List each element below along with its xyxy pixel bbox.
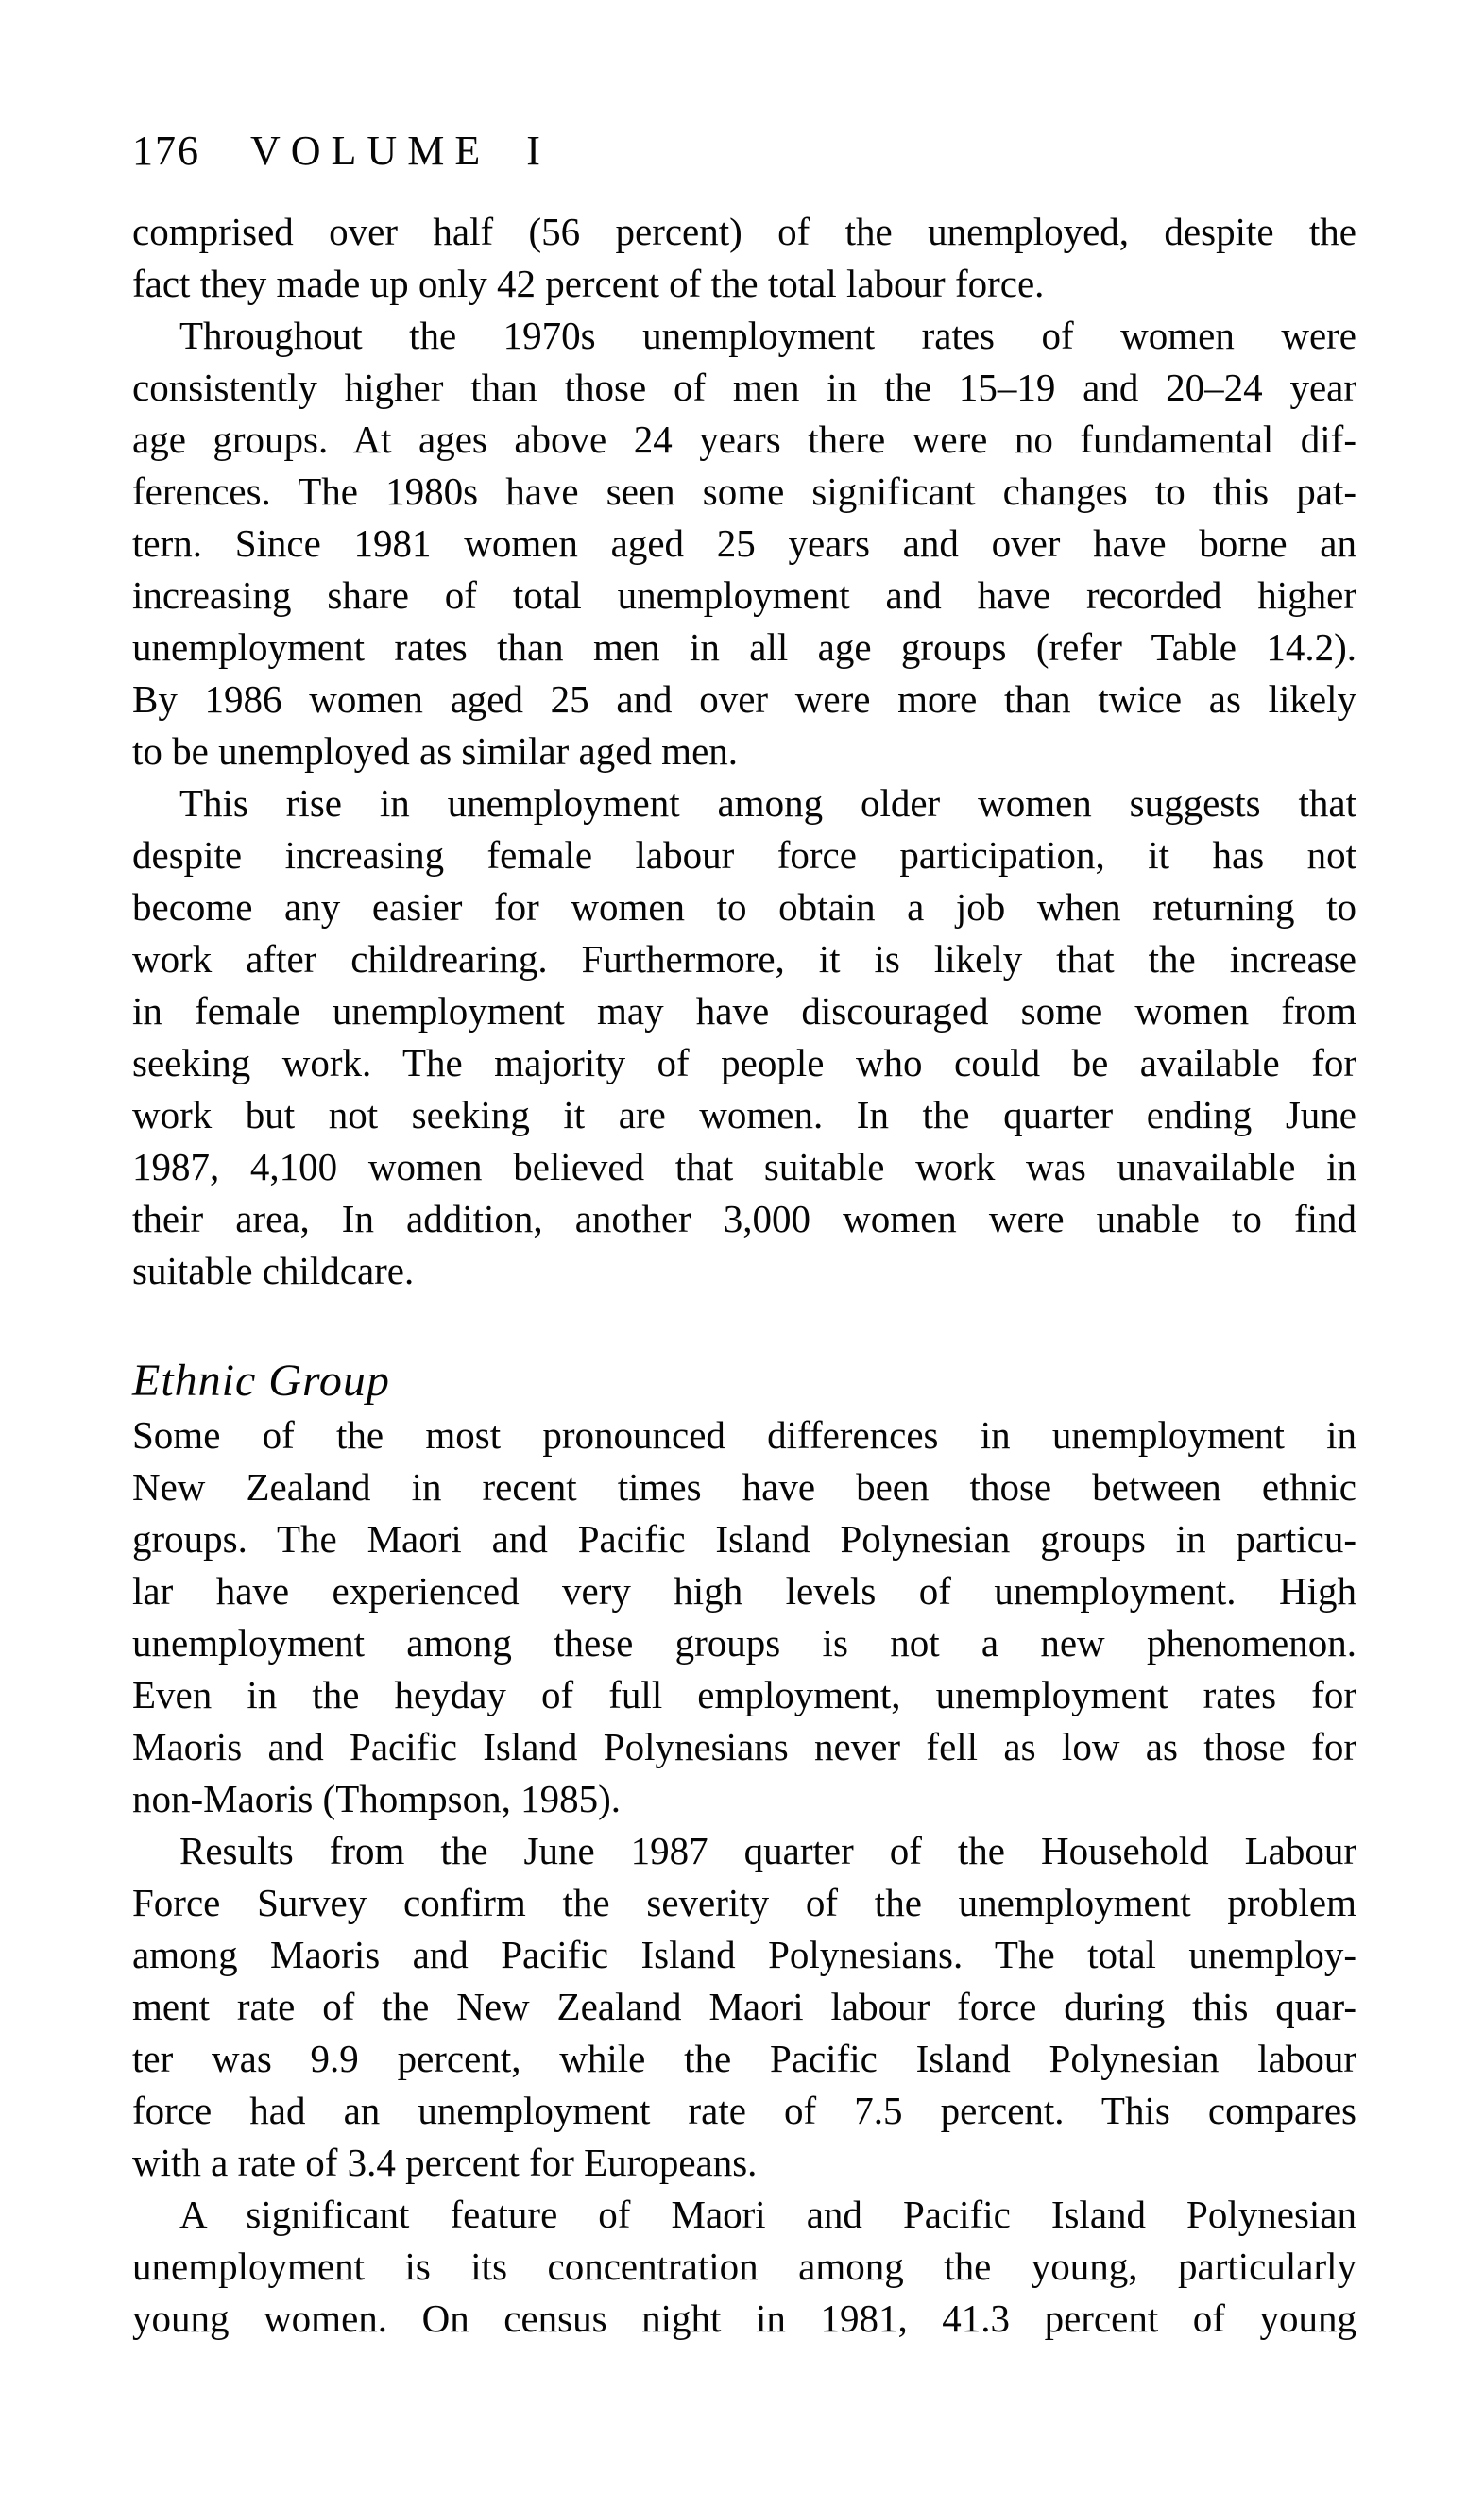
paragraph [132,206,1356,310]
text-line: to be unemployed as similar aged men. [132,729,739,773]
page-content [132,125,1356,2345]
text-line: non-Maoris (Thompson, 1985). [132,1777,622,1820]
section-heading: Ethnic Group [132,1356,390,1406]
text-line: work after childrearing. Furthermore, it is likely that the increase [132,937,1356,981]
running-title: VOLUME I [250,128,551,174]
paragraph [132,1825,1356,2189]
text-line: age groups. At ages above 24 years there were no fundamental dif- [132,418,1356,461]
text-line: among Maoris and Pacific Island Polynesians. The total unemploy- [132,1933,1356,1976]
text-line: young women. On census night in 1981, 41.3 percent of young [132,2297,1356,2340]
text-line: unemployment among these groups is not a new phenomenon. [132,1621,1356,1665]
text-line: Some of the most pronounced differences in unemployment in [132,1413,1356,1457]
text-line: fact they made up only 42 percent of the total labour force. [132,262,1045,305]
text-line: lar have experienced very high levels of unemployment. High [132,1569,1356,1613]
paragraph [132,777,1356,1297]
page-body [132,206,1356,2345]
text-line: consistently higher than those of men in the 15–19 and 20–24 year [132,366,1356,409]
text-line: By 1986 women aged 25 and over were more than twice as likely [132,677,1356,721]
text-line: unemployment rates than men in all age groups (refer Table 14.2). [132,625,1356,669]
text-line: ment rate of the New Zealand Maori labour force during this quar- [132,1985,1356,2028]
text-line: tern. Since 1981 women aged 25 years and over have borne an [132,521,1356,565]
text-line: 1987, 4,100 women believed that suitable work was unavailable in [132,1145,1356,1188]
text-line: Throughout the 1970s unemployment rates of women were [179,314,1356,357]
text-line: ter was 9.9 percent, while the Pacific Island Polynesian labour [132,2037,1356,2080]
text-line: Force Survey confirm the severity of the unemployment problem [132,1881,1356,1924]
text-line: work but not seeking it are women. In the quarter ending June [132,1093,1356,1136]
text-line: with a rate of 3.4 percent for Europeans. [132,2141,758,2184]
page-number: 176 [132,128,200,174]
paragraph [132,2189,1356,2345]
page-header [132,125,1356,177]
text-line: Even in the heyday of full employment, unemployment rates for [132,1673,1356,1716]
text-line: become any easier for women to obtain a job when returning to [132,885,1356,929]
text-line: groups. The Maori and Pacific Island Polynesian groups in particu- [132,1517,1356,1561]
text-line: Results from the June 1987 quarter of the Household Labour [179,1829,1356,1872]
text-line: despite increasing female labour force participation, it has not [132,833,1356,877]
text-line: suitable childcare. [132,1249,415,1292]
text-line: force had an unemployment rate of 7.5 percent. This compares [132,2089,1356,2132]
paragraph [132,310,1356,777]
text-line: increasing share of total unemployment and have recorded higher [132,573,1356,617]
paragraph [132,1409,1356,1825]
text-line: ferences. The 1980s have seen some significant changes to this pat- [132,470,1356,513]
text-line: comprised over half (56 percent) of the unemployed, despite the [132,210,1356,253]
text-line: their area, In addition, another 3,000 women were unable to find [132,1197,1356,1240]
text-line: A significant feature of Maori and Pacific Island Polynesian [179,2193,1356,2236]
text-line: New Zealand in recent times have been those between ethnic [132,1465,1356,1509]
text-line: in female unemployment may have discouraged some women from [132,989,1356,1033]
text-line: This rise in unemployment among older women suggests that [179,781,1356,825]
text-line: unemployment is its concentration among the young, particularly [132,2245,1356,2288]
text-line: seeking work. The majority of people who could be available for [132,1041,1356,1084]
text-line: Maoris and Pacific Island Polynesians never fell as low as those for [132,1725,1356,1768]
